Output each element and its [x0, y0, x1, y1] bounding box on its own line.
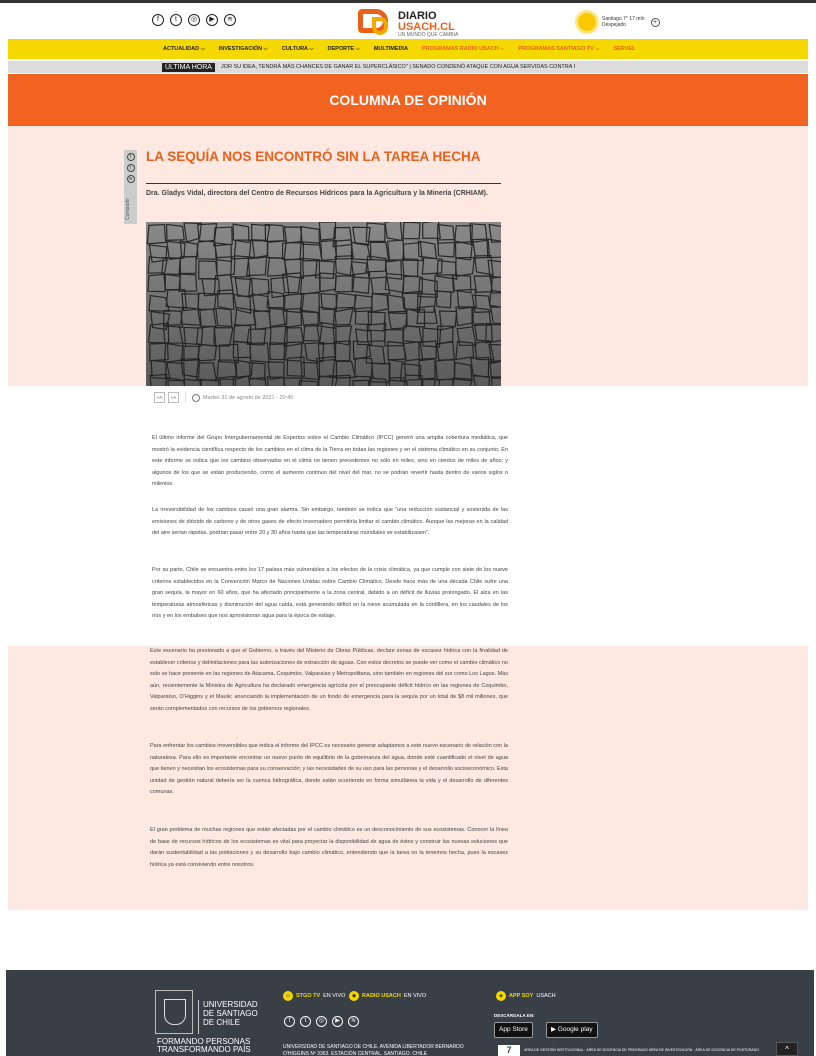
app-store-label: App Store: [499, 1026, 528, 1033]
app-soy-usach-link[interactable]: [496, 991, 556, 1001]
clock-icon: [192, 394, 200, 402]
section-title: COLUMNA DE OPINIÓN: [329, 92, 487, 108]
youtube-icon[interactable]: ▶: [332, 1016, 343, 1027]
accreditation-text: ÁREA DE GESTIÓN INSTITUCIONAL · ÁREA DE DOCENCIA DE PREGRADO ÁREA DE INVESTIGACIÓN · ÁREA DE DOCENCIA DE POSTGRADO: [524, 1048, 759, 1053]
stgo-tv-suffix: EN VIVO: [323, 993, 346, 999]
facebook-icon[interactable]: f: [127, 153, 135, 161]
app-suffix: USACH: [536, 993, 556, 999]
tv-icon: ▭: [283, 991, 293, 1001]
breaking-news-ticker: [8, 61, 808, 73]
uni-name-line: DE CHILE: [203, 1018, 240, 1028]
app-name: APP SOY: [509, 993, 534, 999]
article-paragraph: El gran problema de muchas regiones que están afectadas por el cambio climático es un desconocimiento de sus ecosistemas. Conocer la línea de base de recursos hídricos de los ecosistemas es vital para proyectar la disponibilidad de agua de éstos y construir las nuevas soluciones que darán sustentabilidad a las poblaciones y su desarrollo bajo cambio climático, entendiendo que la tarea no la tenemos hecha, pues la escasez hídrica ya está conviviendo entre nosotros.: [150, 827, 508, 868]
logo-mark-icon: [358, 9, 394, 39]
sun-icon: [578, 13, 596, 31]
font-decrease-button[interactable]: +A: [154, 392, 165, 403]
whatsapp-icon[interactable]: w: [127, 175, 135, 183]
radio-icon: ◉: [349, 991, 359, 1001]
header-social-links: [152, 14, 236, 26]
section-banner: [8, 74, 808, 126]
site-logo[interactable]: [358, 9, 458, 39]
nav-item-servel[interactable]: SERVEL: [613, 46, 636, 52]
article-date: Martes 31 de agosto de 2021 - 20:45: [203, 394, 294, 401]
radio-usach-live-link[interactable]: [349, 991, 426, 1001]
share-sidebar: [124, 150, 137, 224]
article-paragraph: El último informe del Grupo Intergubernamental de Expertos sobre el Cambio Climático (IPCC) generó una amplia cobertura mediática, que mostró la evidencia científica respecto de los cambios en el clima de la Tierra en todas las regiones y en el sistema climático en su conjunto. En este informe se indica que los cambios observados en el clima no tienen precedentes no sólo en miles, sino en cientos de miles de años; y algunos de los que se están produciendo, como el aumento continuo del nivel del mar, no se podrán revertir hasta dentro de varios siglos o milenios.: [152, 435, 508, 487]
logo-line1: DIARIO: [398, 9, 437, 22]
logo-tagline: UN MUNDO QUE CAMBIA: [398, 31, 459, 38]
play-icon: ▶: [551, 1026, 558, 1033]
university-motto: [157, 1038, 251, 1055]
article-title: LA SEQUÍA NOS ENCONTRÓ SIN LA TAREA HECHA: [146, 149, 481, 164]
download-label: DESCÁRGALA EN:: [494, 1013, 535, 1018]
article-paragraph: Para enfrentar los cambios irreversibles que indica el informe del IPCC es necesario generar adaptamos a este nuevo escenario de relación con la naturaleza. Para ello es importante encontrar un nuevo punto de equilibrio de la gobernanza del agua, donde esté cuantificado el nivel de agua que tienen y necesitan los ecosistemas para su conservación; y las necesidades de su uso para las personas y el desarrollo socioeconómico. Esta unidad de gestión natural debería ser la cuenca hidrográfica, donde están ocurriendo en forma simultánea la vida y el desarrollo de diferentes comunas.: [150, 743, 508, 795]
youtube-icon[interactable]: ▶: [206, 14, 218, 26]
article-meta-bar: [152, 386, 508, 409]
uni-name-line: DE SANTIAGO: [203, 1009, 258, 1019]
weather-temp: Santiago 7° 17 mín: [602, 16, 645, 22]
ticker-label: ÚLTIMA HORA: [162, 63, 215, 72]
nav-item-investigacion[interactable]: INVESTIGACIÓN ⌵: [218, 45, 268, 52]
university-seal-icon: [155, 990, 193, 1034]
spotify-icon[interactable]: ≋: [224, 14, 236, 26]
article-image-dry-cracked-earth: [146, 222, 501, 386]
top-header: [0, 0, 816, 38]
article-author: Dra. Gladys Vidal, directora del Centro de Recursos Hídricos para la Agricultura y la Minería (CRHIAM).: [146, 190, 488, 197]
title-divider: [146, 183, 501, 184]
twitter-icon[interactable]: t: [300, 1016, 311, 1027]
university-logo[interactable]: [155, 990, 258, 1034]
nav-item-deporte[interactable]: DEPORTE ⌵: [327, 45, 360, 52]
share-label: Compartir: [125, 198, 131, 220]
weather-widget: [578, 13, 660, 31]
article-paragraph: Por su parte, Chile se encuentra entre los 17 países más vulnerables a los efectos de la crisis climática, ya que cumple con siete de los nueve criterios establecidos en la Convención Marco de Naciones Unidas sobre Cambio Climático. Desde hace más de una década Chile sufre una gran sequía, la mayor en 60 años, que ha afectado principalmente a la zona central, debido a un déficit de lluvias prolongado. El alza en las temperaturas atmosféricas y disminución del agua caída, está generando déficit en la nieve acumulada en la cordillera, en los caudales de los ríos y en los embalses que nos aprovisionan agua para la época de estiaje.: [152, 567, 508, 619]
app-store-button[interactable]: [494, 1022, 533, 1038]
radio-suffix: EN VIVO: [403, 993, 427, 999]
article-paragraph: Este escenario ha presionado a que el Gobierno, a través del Misterio de Obras Públicas, declare zonas de escasez hídrica con la finalidad de establecer criterios y delimitaciones para las autorizaciones de extracción de aguas. Con estos decretos se puede ver como el cambio climático no solo se hace presente en las regiones de Atacama, Coquimbo, Valparaíso y Metropolitana, sino también en regiones del sur como Los Lagos. Más aún, recientemente la Ministra de Agricultura ha declarado emergencia agrícola por el preocupante déficit hídrico en las regiones de Coquimbo, Valparaíso, O'Higgins y el Maule; anunciando la implementación de un fondo de emergencia para la sequía por un total de $8 mil millones, que serán complementados con recursos de los gobiernos regionales.: [150, 648, 508, 712]
logo-line2: USACH.CL: [398, 20, 455, 33]
facebook-icon[interactable]: f: [284, 1016, 295, 1027]
radio-name: RADIO USACH: [362, 993, 401, 999]
nav-item-multimedia[interactable]: MULTIMEDIA: [373, 46, 408, 52]
accreditation-badge: [498, 1045, 759, 1056]
weather-expand-button[interactable]: +: [651, 18, 660, 27]
footer-social-links: [284, 1016, 359, 1027]
article-paragraph: La irreversibilidad de los cambios causó una gran alarma. Sin embargo, también se indica que "una reducción sustancial y sostenida de las emisiones de dióxido de carbono y de otros gases de efecto invernadero permitiría limitar el cambio climático. Aunque las mejoras en la calidad del aire serían rápidas, podrían pasar entre 20 y 30 años hasta que las temperaturas mundiales se estabilizasen".: [152, 507, 508, 536]
spotify-icon[interactable]: ≋: [348, 1016, 359, 1027]
google-play-label: Google play: [557, 1026, 593, 1033]
motto-line: FORMANDO PERSONAS: [157, 1037, 251, 1046]
facebook-icon[interactable]: f: [152, 14, 164, 26]
instagram-icon[interactable]: ◎: [188, 14, 200, 26]
app-icon: ◈: [496, 991, 506, 1001]
footer-address: UNIVERSIDAD DE SANTIAGO DE CHILE. AVENIDA LIBERTADOR BERNARDO O'HIGGINS Nº 3363. ESTACIÓN CENTRAL. SANTIAGO. CHILE: [283, 1044, 464, 1056]
twitter-icon[interactable]: t: [127, 164, 135, 172]
ticker-text[interactable]: JOR SU IDEA, TENDRÁ MÁS CHANCES DE GANAR EL SUPERCLÁSICO" | SENADO CONDENÓ ATAQUE CON AGUA SERVIDAS CONTRA I: [220, 64, 576, 70]
nav-item-radio-usach[interactable]: PROGRAMAS RADIO USACH ⌵: [421, 45, 505, 52]
nav-item-actualidad[interactable]: ACTUALIDAD ⌵: [163, 45, 205, 52]
uni-name-line: UNIVERSIDAD: [203, 1000, 258, 1009]
main-nav: [8, 39, 808, 59]
google-play-button[interactable]: [546, 1022, 598, 1038]
weather-condition: Despejado: [602, 22, 626, 28]
accreditation-years: 7: [498, 1045, 520, 1056]
instagram-icon[interactable]: ◎: [316, 1016, 327, 1027]
stgo-tv-live-link[interactable]: [283, 991, 345, 1001]
stgo-tv-name: STGO TV: [296, 993, 321, 999]
scroll-to-top-button[interactable]: ^: [776, 1042, 798, 1056]
motto-line: TRANSFORMANDO PAÍS: [157, 1045, 251, 1055]
meta-divider: [185, 392, 186, 403]
nav-item-cultura[interactable]: CULTURA ⌵: [281, 45, 314, 52]
twitter-icon[interactable]: t: [170, 14, 182, 26]
font-increase-button[interactable]: +A: [168, 392, 179, 403]
nav-item-santiago-tv[interactable]: PROGRAMAS SANTIAGO TV ⌵: [518, 45, 600, 52]
